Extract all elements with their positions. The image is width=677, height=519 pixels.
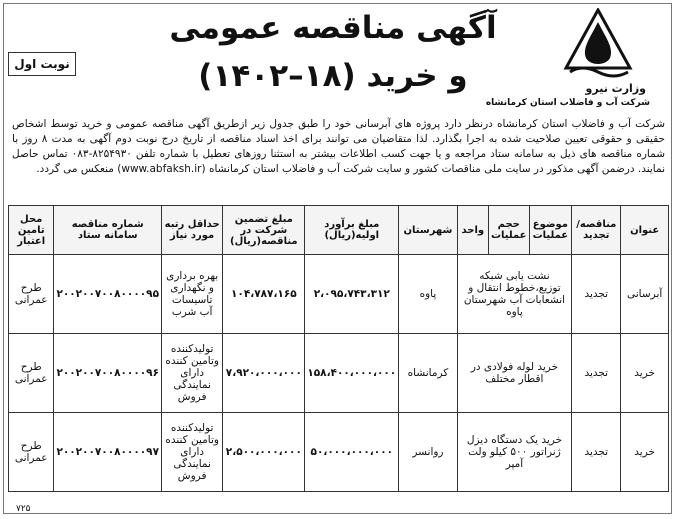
- col-tender-no: شماره مناقصه سامانه ستاد: [54, 206, 162, 255]
- cell-funding: طرح عمرانی: [9, 413, 54, 492]
- cell-guarantee: ۱۰۴،۷۸۷،۱۶۵: [223, 255, 305, 334]
- col-min-rank: حداقل رتبه مورد نیاز: [161, 206, 222, 255]
- cell-city: پاوه: [399, 255, 457, 334]
- col-volume: حجم عملیات: [488, 206, 529, 255]
- col-subject: موضوع عملیات: [529, 206, 572, 255]
- cell-subject: نشت یابی شبکه توزیع،خطوط انتقال و انشعابات آب شهرستان پاوه: [457, 255, 572, 334]
- tender-table: [8, 205, 669, 492]
- col-estimate: مبلغ برآورد اولیه(ریال): [305, 206, 399, 255]
- cell-min-rank: تولیدکننده وتامین کننده دارای نمایندگی فروش: [161, 413, 222, 492]
- ad-code: ۷۲۵: [16, 504, 31, 514]
- cell-min-rank: تولیدکننده وتامین کننده دارای نمایندگی فروش: [161, 334, 222, 413]
- cell-tender-no: ۲۰۰۲۰۰۷۰۰۸۰۰۰۰۹۶: [54, 334, 162, 413]
- col-guarantee: مبلغ تضمین شرکت در مناقصه(ریال): [223, 206, 305, 255]
- cell-funding: طرح عمرانی: [9, 334, 54, 413]
- ad-title: [158, 10, 508, 108]
- table-row: [9, 413, 669, 492]
- ad-header: [0, 0, 677, 118]
- cell-estimate: ۵۰،۰۰۰،۰۰۰،۰۰۰: [305, 413, 399, 492]
- cell-subject: خرید یک دستگاه دیزل ژنراتور ۵۰۰ کیلو ولت آمپر: [457, 413, 572, 492]
- cell-city: کرمانشاه: [399, 334, 457, 413]
- title-line1: آگهی مناقصه عمومی: [169, 10, 497, 46]
- cell-status: تجدید: [572, 255, 621, 334]
- intro-paragraph: شرکت آب و فاضلاب استان کرمانشاه درنظر دارد پروژه های آبرسانی خود را طبق جدول زیر ازطریق آگهی مناقصه عمومی و خرید توسط اشخاص حقیقی و حقوقی تعیین صلاحیت شده به اجرا بگذارد. لذا متقاضیان می توانند برای اخذ اسناد مناقصه از تاریخ درج نوبت دوم آگهی به مدت ۸ روز با شماره مناقصه های ذیل به سامانه ستاد مراجعه و یا جهت کسب اطلاعات بیشتر به استثنا روزهای تعطیل با شماره تلفن ۸۲۵۴۹۳۰-۰۸۳ تماس حاصل نمایند. درضمن آگهی مذکور در سایت ملی مناقصات کشور و سایت شرکت آب و فاضلاب استان کرمانشاه (www.abfaksh.ir) منعکس می گردد.: [12, 118, 665, 175]
- col-unit: واحد: [457, 206, 488, 255]
- water-drop-logo-icon: [562, 8, 634, 78]
- cell-title: خرید: [621, 413, 669, 492]
- col-funding: محل تامین اعتبار: [9, 206, 54, 255]
- cell-estimate: ۲،۰۹۵،۷۴۳،۳۱۲: [305, 255, 399, 334]
- table-header-row: [9, 206, 669, 255]
- col-city: شهرستان: [399, 206, 457, 255]
- cell-title: آبرسانی: [621, 255, 669, 334]
- company-logo: [485, 8, 658, 116]
- cell-subject: خرید لوله فولادی در اقطار مختلف: [457, 334, 572, 413]
- company-name: شرکت آب و فاضلاب استان کرمانشاه: [485, 98, 650, 108]
- cell-tender-no: ۲۰۰۲۰۰۷۰۰۸۰۰۰۰۹۵: [54, 255, 162, 334]
- cell-min-rank: بهره برداری و نگهداری تاسیسات آب شرب: [161, 255, 222, 334]
- cell-guarantee: ۲،۵۰۰،۰۰۰،۰۰۰: [223, 413, 305, 492]
- table-row: [9, 334, 669, 413]
- cell-status: تجدید: [572, 334, 621, 413]
- table-row: [9, 255, 669, 334]
- cell-city: روانسر: [399, 413, 457, 492]
- col-title: عنوان: [621, 206, 669, 255]
- ministry-name: وزارت نیرو: [585, 82, 646, 95]
- cell-guarantee: ۷،۹۲۰،۰۰۰،۰۰۰: [223, 334, 305, 413]
- cell-status: تجدید: [572, 413, 621, 492]
- cell-estimate: ۱۵۸،۴۰۰،۰۰۰،۰۰۰: [305, 334, 399, 413]
- cell-title: خرید: [621, 334, 669, 413]
- round-badge: نوبت اول: [8, 52, 76, 76]
- cell-tender-no: ۲۰۰۲۰۰۷۰۰۸۰۰۰۰۹۷: [54, 413, 162, 492]
- cell-funding: طرح عمرانی: [9, 255, 54, 334]
- col-status: مناقصه/ تجدید: [572, 206, 621, 255]
- title-line2: و خرید (۱۸–۱۴۰۲): [198, 58, 468, 94]
